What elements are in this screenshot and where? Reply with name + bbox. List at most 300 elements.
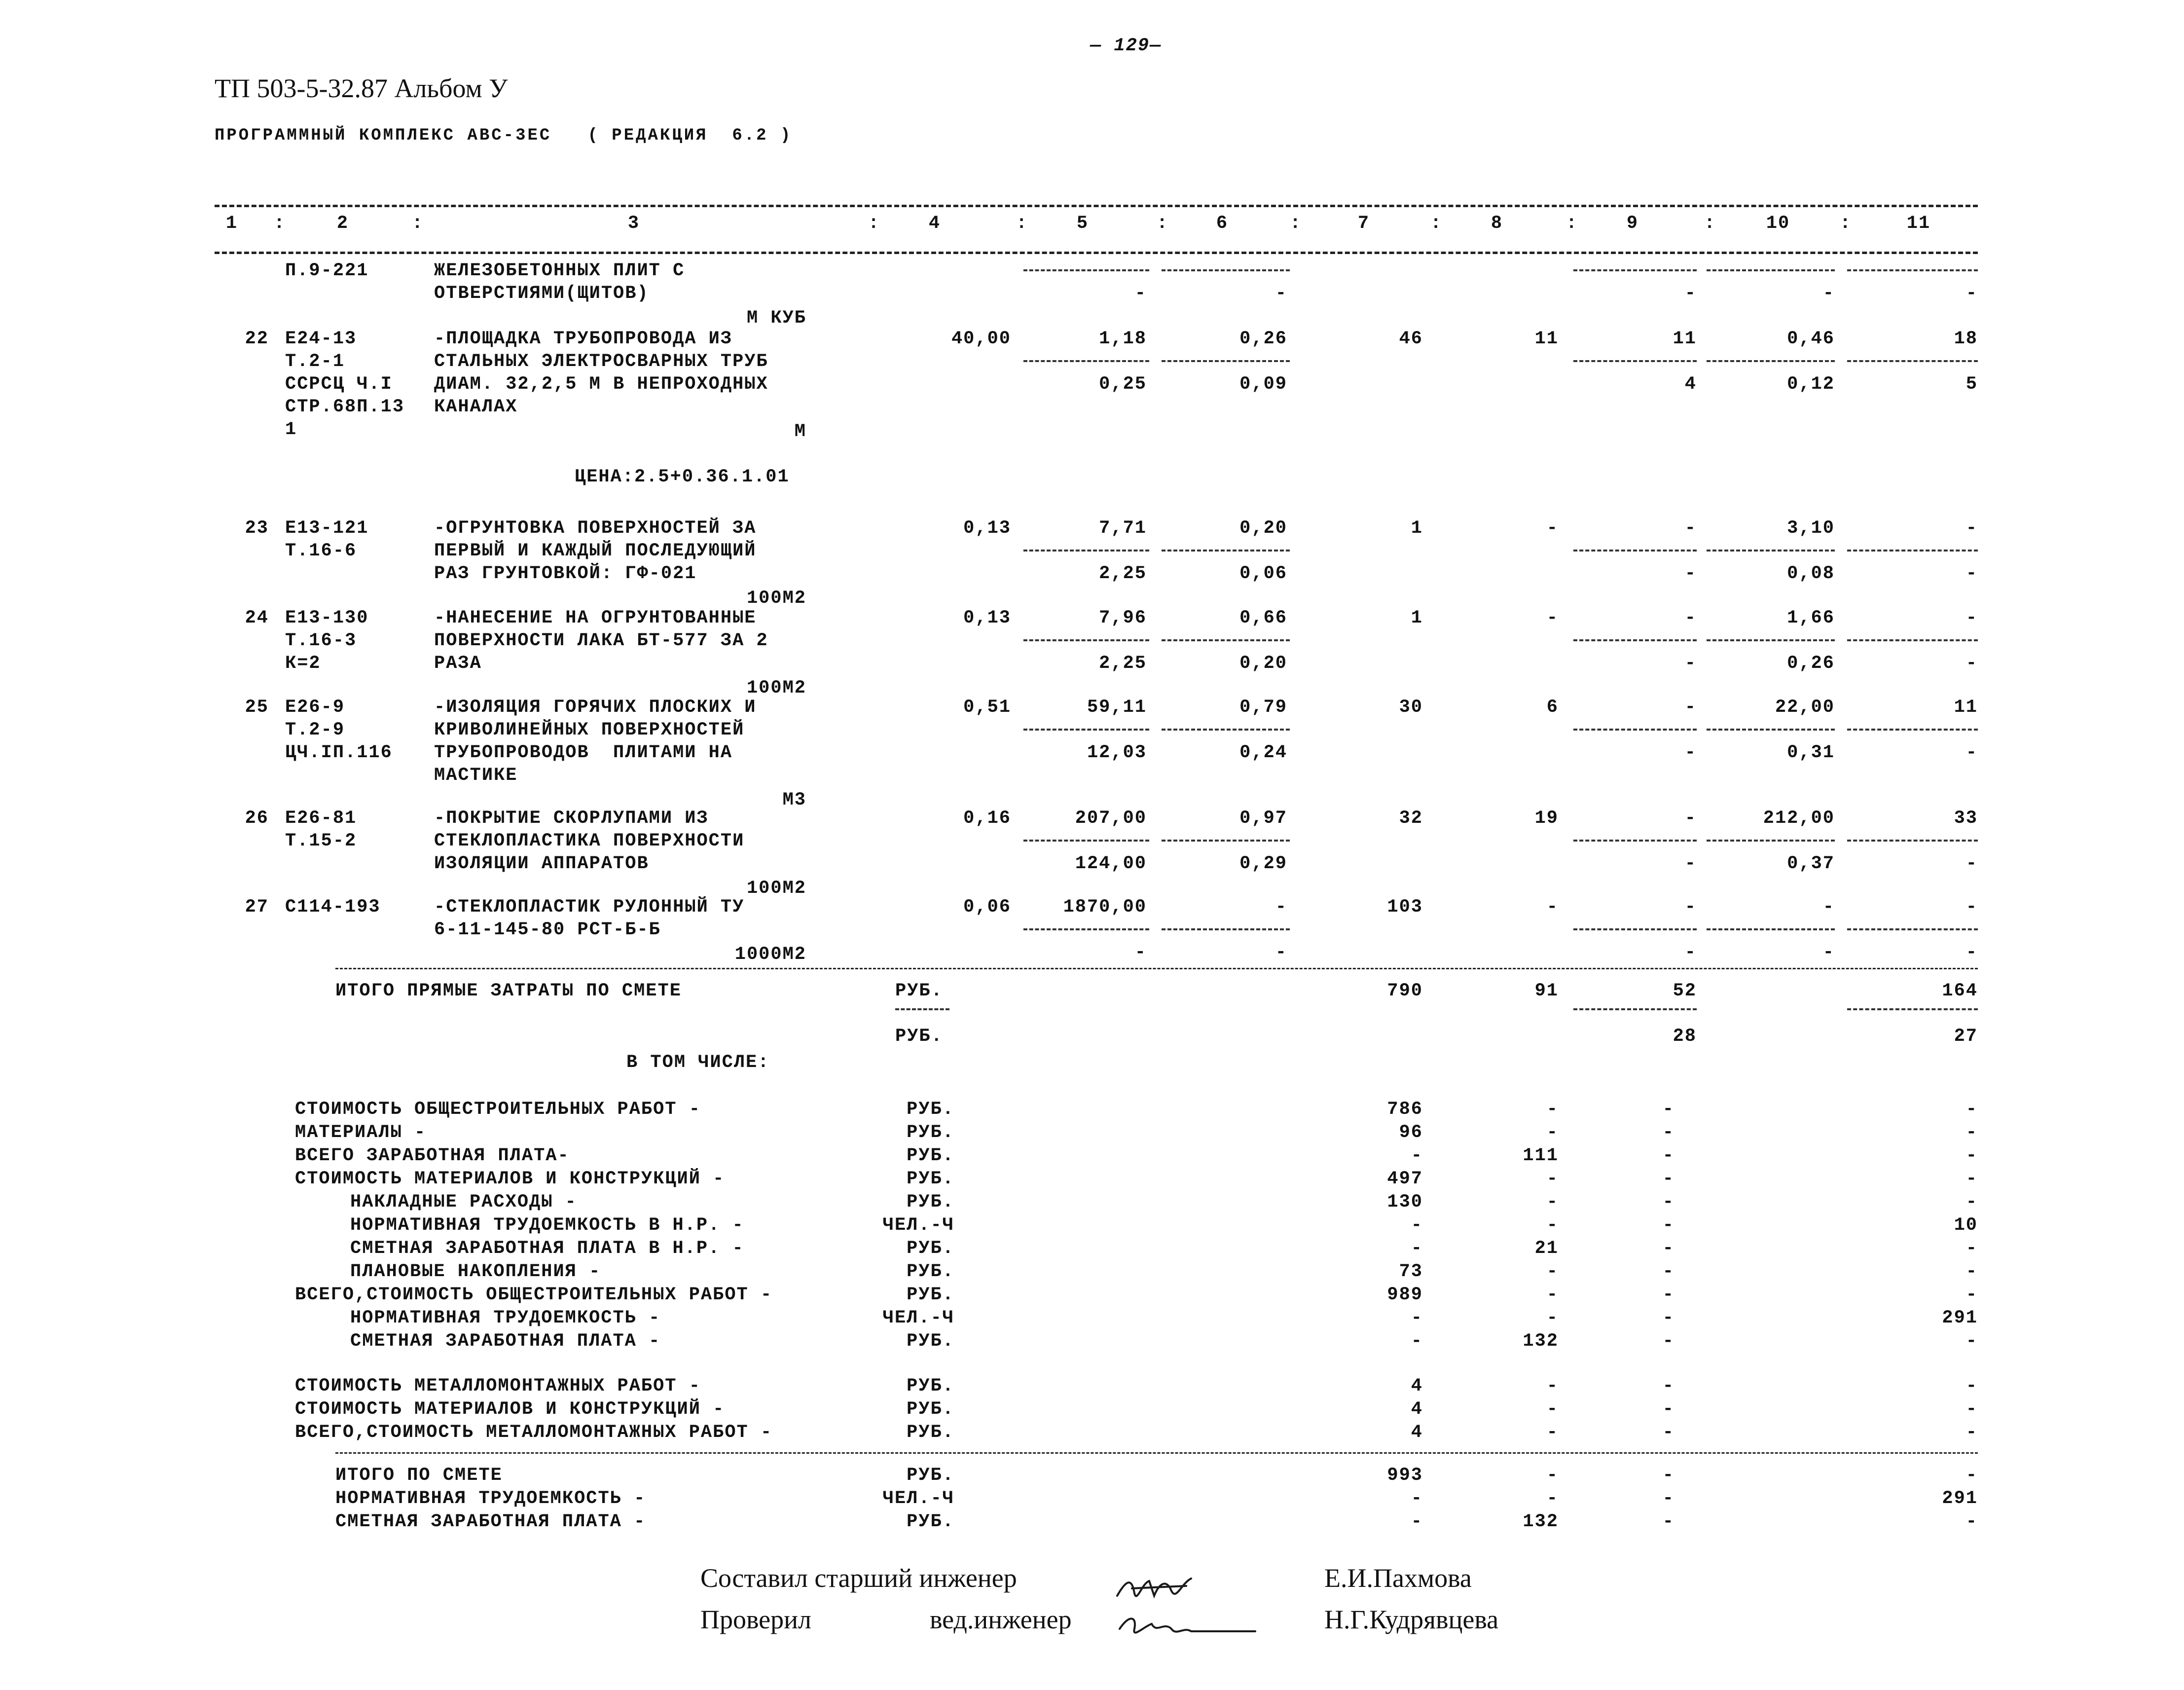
cell-value-c10: 0,31	[1787, 742, 1835, 763]
cell-separator	[1573, 928, 1697, 930]
cell-value-c8: 19	[1534, 808, 1559, 829]
final-value: -	[1411, 1511, 1423, 1532]
final-value: -	[1546, 1488, 1559, 1509]
summary-value: 497	[1387, 1169, 1423, 1189]
cell-value-c10: 0,46	[1787, 329, 1835, 349]
summary-value: 132	[1523, 1331, 1559, 1352]
unit-of-measure: 100М2	[746, 588, 806, 609]
norm-reference: 1	[285, 419, 297, 440]
final-value: -	[1411, 1488, 1423, 1509]
column-separator: :	[1290, 213, 1302, 234]
final-value: 993	[1387, 1465, 1423, 1486]
cell-separator	[1847, 1008, 1978, 1010]
cell-value-c5: 12,03	[1087, 742, 1147, 763]
summary-unit: ЧЕЛ.-Ч	[882, 1215, 954, 1236]
cell-value-c11: 18	[1954, 329, 1978, 349]
cell-value-c6: 0,09	[1239, 374, 1287, 395]
row-number: 25	[245, 697, 269, 718]
cell-value-c9: 4	[1684, 374, 1697, 395]
norm-code: Е24-13	[285, 329, 357, 349]
summary-value: -	[1966, 1399, 1978, 1420]
cell-value-c4: 0,06	[963, 897, 1011, 918]
summary-value: -	[1966, 1422, 1978, 1443]
cell-value-c7: 1	[1411, 518, 1423, 539]
summary-label: ВСЕГО,СТОИМОСТЬ ОБЩЕСТРОИТЕЛЬНЫХ РАБОТ -	[295, 1285, 773, 1305]
norm-code: Е26-81	[285, 808, 357, 829]
summary-unit: РУБ.	[907, 1331, 954, 1352]
cell-value-c5: 7,96	[1099, 608, 1147, 628]
work-description: СТЕКЛОПЛАСТИКА ПОВЕРХНОСТИ	[434, 831, 745, 851]
cell-separator	[1162, 840, 1290, 842]
composed-by-label: Составил старший инженер	[700, 1563, 1017, 1593]
summary-value: -	[1546, 1122, 1559, 1143]
summary-value: -	[1546, 1308, 1559, 1328]
row-number: 22	[245, 329, 269, 349]
totals-top-rule	[335, 968, 1978, 969]
column-number: 8	[1491, 213, 1503, 234]
program-line: ПРОГРАММНЫЙ КОМПЛЕКС АВС-3ЕС ( РЕДАКЦИЯ 6.2 )	[215, 126, 793, 145]
norm-code: П.9-221	[285, 260, 369, 281]
final-total-label: НОРМАТИВНАЯ ТРУДОЕМКОСТЬ -	[335, 1488, 646, 1509]
cell-value-c11: -	[1966, 942, 1978, 963]
cell-separator	[1573, 1008, 1697, 1010]
cell-value-c8: -	[1546, 897, 1559, 918]
column-number: 5	[1076, 213, 1089, 234]
work-description: МАСТИКЕ	[434, 765, 518, 786]
unit-label: РУБ.	[895, 1026, 943, 1047]
summary-value: -	[1662, 1099, 1674, 1120]
cell-value-c10: 0,08	[1787, 563, 1835, 584]
summary-value: -	[1411, 1308, 1423, 1328]
cell-separator	[1847, 550, 1978, 551]
cell-separator	[1707, 269, 1835, 271]
cell-separator	[1023, 269, 1149, 271]
final-total-label: ИТОГО ПО СМЕТЕ	[335, 1465, 503, 1486]
norm-reference: К=2	[285, 653, 321, 674]
summary-value: -	[1662, 1399, 1674, 1420]
cell-separator	[1707, 928, 1835, 930]
cell-value-c11: -	[1966, 608, 1978, 628]
row-number: 23	[245, 518, 269, 539]
cell-value-c9: 11	[1673, 329, 1697, 349]
cell-value-c11: -	[1966, 897, 1978, 918]
norm-reference: Т.2-9	[285, 720, 345, 740]
final-value: -	[1966, 1511, 1978, 1532]
summary-unit: РУБ.	[907, 1238, 954, 1259]
cell-value-c10: 212,00	[1763, 808, 1835, 829]
norm-reference: ЦЧ.IП.116	[285, 742, 393, 763]
work-description: ПОВЕРХНОСТИ ЛАКА БТ-577 ЗА 2	[434, 630, 768, 651]
cell-value-c7: 30	[1399, 697, 1423, 718]
cell-separator	[1162, 639, 1290, 641]
summary-label: СТОИМОСТЬ МАТЕРИАЛОВ И КОНСТРУКЦИЙ -	[295, 1169, 725, 1189]
signature-pakhmova	[1112, 1569, 1255, 1613]
cell-value-c11: -	[1966, 742, 1978, 763]
work-description: СТАЛЬНЫХ ЭЛЕКТРОСВАРНЫХ ТРУБ	[434, 351, 768, 372]
summary-value: -	[1662, 1308, 1674, 1328]
summary-label: НАКЛАДНЫЕ РАСХОДЫ -	[350, 1192, 577, 1212]
summary-label: СТОИМОСТЬ МАТЕРИАЛОВ И КОНСТРУКЦИЙ -	[295, 1399, 725, 1420]
cell-value-c9: -	[1684, 808, 1697, 829]
row-number: 27	[245, 897, 269, 918]
cell-separator	[1573, 269, 1697, 271]
work-description: КРИВОЛИНЕЙНЫХ ПОВЕРХНОСТЕЙ	[434, 720, 745, 740]
summary-value: 4	[1411, 1422, 1423, 1443]
cell-value-c9: -	[1684, 518, 1697, 539]
summary-value: -	[1966, 1238, 1978, 1259]
cell-value-c6: -	[1275, 942, 1287, 963]
final-value: -	[1662, 1511, 1674, 1532]
cell-value-c9: -	[1684, 853, 1697, 874]
cell-value-c5: 7,71	[1099, 518, 1147, 539]
column-separator: :	[412, 213, 424, 234]
summary-value: 10	[1954, 1215, 1978, 1236]
header-bottom-rule	[215, 252, 1978, 254]
cell-value-c11: -	[1966, 563, 1978, 584]
cell-value-c6: 0,20	[1239, 653, 1287, 674]
cell-separator	[1023, 729, 1149, 731]
cell-value-c10: 0,12	[1787, 374, 1835, 395]
table-top-rule	[215, 205, 1978, 207]
cell-value-c10: 0,26	[1787, 653, 1835, 674]
summary-value: -	[1662, 1238, 1674, 1259]
summary-unit: РУБ.	[907, 1192, 954, 1212]
cell-separator	[1707, 729, 1835, 731]
checked-by-name: Н.Г.Кудрявцева	[1324, 1605, 1499, 1634]
final-value: -	[1546, 1465, 1559, 1486]
column-separator: :	[1157, 213, 1169, 234]
unit-of-measure: М КУБ	[746, 308, 806, 329]
total-value: 52	[1673, 981, 1697, 1001]
norm-reference: Т.2-1	[285, 351, 345, 372]
summary-value: -	[1546, 1169, 1559, 1189]
cell-separator	[1162, 360, 1290, 362]
norm-reference: Т.16-3	[285, 630, 357, 651]
work-description: ПЕРВЫЙ И КАЖДЫЙ ПОСЛЕДУЮЩИЙ	[434, 541, 757, 561]
unit-of-measure: 1000М2	[734, 944, 806, 965]
column-separator: :	[1566, 213, 1578, 234]
cell-value-c9: -	[1684, 942, 1697, 963]
cell-value-c10: 3,10	[1787, 518, 1835, 539]
cell-value-c10: -	[1822, 942, 1835, 963]
cell-separator	[1162, 269, 1290, 271]
column-number: 4	[928, 213, 941, 234]
work-description: ЖЕЛЕЗОБЕТОННЫХ ПЛИТ С	[434, 260, 685, 281]
unit-of-measure: М	[794, 421, 806, 442]
summary-value: -	[1546, 1285, 1559, 1305]
final-totals-rule	[335, 1452, 1978, 1454]
cell-value-c9: -	[1684, 697, 1697, 718]
cell-value-c5: 124,00	[1075, 853, 1147, 874]
summary-value: -	[1966, 1192, 1978, 1212]
summary-value: -	[1966, 1285, 1978, 1305]
summary-value: -	[1966, 1145, 1978, 1166]
summary-label: СТОИМОСТЬ ОБЩЕСТРОИТЕЛЬНЫХ РАБОТ -	[295, 1099, 701, 1120]
summary-value: -	[1546, 1215, 1559, 1236]
summary-value: -	[1966, 1261, 1978, 1282]
final-value: -	[1966, 1465, 1978, 1486]
cell-value-c6: 0,24	[1239, 742, 1287, 763]
final-value: 132	[1523, 1511, 1559, 1532]
norm-code: Е26-9	[285, 697, 345, 718]
norm-reference: ССРСЦ Ч.I	[285, 374, 393, 395]
cell-value-c10: 1,66	[1787, 608, 1835, 628]
row-number: 26	[245, 808, 269, 829]
cell-value-c5: 59,11	[1087, 697, 1147, 718]
summary-unit: РУБ.	[907, 1145, 954, 1166]
cell-value-c10: -	[1822, 283, 1835, 304]
summary-value: -	[1662, 1376, 1674, 1396]
cell-value-c8: 6	[1546, 697, 1559, 718]
cell-value-c10: -	[1822, 897, 1835, 918]
work-description: -ИЗОЛЯЦИЯ ГОРЯЧИХ ПЛОСКИХ И	[434, 697, 757, 718]
cell-value-c4: 0,13	[963, 518, 1011, 539]
cell-separator	[1023, 360, 1149, 362]
summary-unit: РУБ.	[907, 1261, 954, 1282]
work-description: -НАНЕСЕНИЕ НА ОГРУНТОВАННЫЕ	[434, 608, 757, 628]
cell-separator	[1023, 928, 1149, 930]
summary-unit: РУБ.	[907, 1122, 954, 1143]
summary-value: -	[1411, 1215, 1423, 1236]
cell-value-c5: -	[1134, 283, 1147, 304]
unit-of-measure: 100М2	[746, 878, 806, 899]
summary-value: 21	[1534, 1238, 1559, 1259]
unit-of-measure: 100М2	[746, 678, 806, 698]
summary-unit: РУБ.	[907, 1376, 954, 1396]
column-number: 2	[336, 213, 349, 234]
cell-separator	[1847, 840, 1978, 842]
cell-value-c5: 2,25	[1099, 563, 1147, 584]
cell-value-c5: 0,25	[1099, 374, 1147, 395]
norm-code: Е13-130	[285, 608, 369, 628]
summary-value: 96	[1399, 1122, 1423, 1143]
summary-value: -	[1966, 1169, 1978, 1189]
column-number: 1	[225, 213, 238, 234]
cell-value-c9: -	[1684, 608, 1697, 628]
cell-separator	[1707, 639, 1835, 641]
summary-value: -	[1662, 1422, 1674, 1443]
cell-separator	[1847, 639, 1978, 641]
summary-value: 4	[1411, 1376, 1423, 1396]
cell-separator	[1023, 550, 1149, 551]
summary-value: -	[1662, 1215, 1674, 1236]
summary-value: -	[1546, 1261, 1559, 1282]
cell-separator	[1707, 550, 1835, 551]
summary-label: СМЕТНАЯ ЗАРАБОТНАЯ ПЛАТА -	[350, 1331, 661, 1352]
summary-label: ВСЕГО ЗАРАБОТНАЯ ПЛАТА-	[295, 1145, 570, 1166]
summary-label: ПЛАНОВЫЕ НАКОПЛЕНИЯ -	[350, 1261, 601, 1282]
cell-value-c7: 32	[1399, 808, 1423, 829]
signature-kudryavtseva	[1117, 1609, 1260, 1653]
cell-separator	[1573, 550, 1697, 551]
final-unit: РУБ.	[907, 1511, 954, 1532]
cell-separator	[1573, 360, 1697, 362]
cell-value-c8: 11	[1534, 329, 1559, 349]
summary-value: 4	[1411, 1399, 1423, 1420]
cell-value-c7: 1	[1411, 608, 1423, 628]
summary-value: -	[1411, 1331, 1423, 1352]
cell-value-c6: 0,29	[1239, 853, 1287, 874]
cell-value-c6: -	[1275, 897, 1287, 918]
cell-value-c6: 0,97	[1239, 808, 1287, 829]
unit-of-measure: М3	[782, 790, 806, 810]
cell-value-c9: -	[1684, 653, 1697, 674]
cell-value-c6: 0,79	[1239, 697, 1287, 718]
summary-value: -	[1662, 1285, 1674, 1305]
summary-value: -	[1411, 1145, 1423, 1166]
cell-value-c11: -	[1966, 283, 1978, 304]
norm-code: С114-193	[285, 897, 381, 918]
cell-value-c4: 0,16	[963, 808, 1011, 829]
summary-value: -	[1662, 1261, 1674, 1282]
summary-unit: РУБ.	[907, 1169, 954, 1189]
cell-value-c11: -	[1966, 518, 1978, 539]
cell-value-c4: 40,00	[951, 329, 1011, 349]
summary-value: -	[1966, 1122, 1978, 1143]
cell-value-c7: 103	[1387, 897, 1423, 918]
work-description: РАЗА	[434, 653, 482, 674]
including-label: В ТОМ ЧИСЛЕ:	[626, 1052, 770, 1073]
cell-value-c11: -	[1966, 853, 1978, 874]
cell-separator	[1707, 360, 1835, 362]
cell-separator	[1023, 840, 1149, 842]
summary-unit: РУБ.	[907, 1422, 954, 1443]
column-separator: :	[1840, 213, 1852, 234]
summary-unit: РУБ.	[907, 1399, 954, 1420]
work-description: КАНАЛАХ	[434, 397, 518, 417]
cell-value-c4: 0,13	[963, 608, 1011, 628]
total-value: 164	[1942, 981, 1978, 1001]
summary-value: 291	[1942, 1308, 1978, 1328]
work-description: ИЗОЛЯЦИИ АППАРАТОВ	[434, 853, 649, 874]
summary-value: -	[1662, 1122, 1674, 1143]
column-separator: :	[1704, 213, 1716, 234]
norm-reference: Т.15-2	[285, 831, 357, 851]
work-description: -ПЛОЩАДКА ТРУБОПРОВОДА ИЗ	[434, 329, 733, 349]
cell-separator	[1847, 928, 1978, 930]
cell-value-c11: 11	[1954, 697, 1978, 718]
cell-value-c8: -	[1546, 608, 1559, 628]
cell-value-c6: -	[1275, 283, 1287, 304]
final-total-label: СМЕТНАЯ ЗАРАБОТНАЯ ПЛАТА -	[335, 1511, 646, 1532]
work-description: -ОГРУНТОВКА ПОВЕРХНОСТЕЙ ЗА	[434, 518, 757, 539]
summary-value: 111	[1523, 1145, 1559, 1166]
summary-label: МАТЕРИАЛЫ -	[295, 1122, 427, 1143]
cell-value-c6: 0,66	[1239, 608, 1287, 628]
summary-value: 786	[1387, 1099, 1423, 1120]
cell-separator	[1162, 928, 1290, 930]
column-separator: :	[1016, 213, 1028, 234]
summary-value: 73	[1399, 1261, 1423, 1282]
cell-separator	[1162, 729, 1290, 731]
summary-value: -	[1662, 1331, 1674, 1352]
summary-label: НОРМАТИВНАЯ ТРУДОЕМКОСТЬ В Н.Р. -	[350, 1215, 744, 1236]
cell-separator	[1023, 639, 1149, 641]
summary-value: -	[1662, 1169, 1674, 1189]
cell-value-c10: 22,00	[1775, 697, 1835, 718]
work-description: ДИАМ. 32,2,5 М В НЕПРОХОДНЫХ	[434, 374, 768, 395]
summary-label: СТОИМОСТЬ МЕТАЛЛОМОНТАЖНЫХ РАБОТ -	[295, 1376, 701, 1396]
norm-code: Е13-121	[285, 518, 369, 539]
total-value: 790	[1387, 981, 1423, 1001]
summary-value: -	[1411, 1238, 1423, 1259]
final-value: 291	[1942, 1488, 1978, 1509]
cell-value-c5: -	[1134, 942, 1147, 963]
cell-value-c4: 0,51	[963, 697, 1011, 718]
price-formula: ЦЕНА:2.5+0.36.1.01	[575, 467, 790, 487]
document-title: ТП 503-5-32.87 Альбом У	[215, 73, 508, 103]
cell-value-c6: 0,06	[1239, 563, 1287, 584]
cell-value-c8: -	[1546, 518, 1559, 539]
work-description: РАЗ ГРУНТОВКОЙ: ГФ-021	[434, 563, 697, 584]
summary-value: -	[1662, 1145, 1674, 1166]
column-number: 9	[1626, 213, 1639, 234]
summary-value: -	[1546, 1376, 1559, 1396]
summary-value: -	[1546, 1099, 1559, 1120]
column-number: 11	[1906, 213, 1931, 234]
cell-value-c9: -	[1684, 742, 1697, 763]
norm-reference: Т.16-6	[285, 541, 357, 561]
final-value: -	[1662, 1465, 1674, 1486]
column-number: 6	[1216, 213, 1229, 234]
summary-label: НОРМАТИВНАЯ ТРУДОЕМКОСТЬ -	[350, 1308, 661, 1328]
column-number: 3	[627, 213, 640, 234]
summary-value: -	[1546, 1422, 1559, 1443]
total-value: 27	[1954, 1026, 1978, 1047]
cell-separator	[1847, 360, 1978, 362]
column-number: 10	[1766, 213, 1790, 234]
direct-costs-total-label: ИТОГО ПРЯМЫЕ ЗАТРАТЫ ПО СМЕТЕ	[335, 981, 682, 1001]
cell-value-c7: 46	[1399, 329, 1423, 349]
cell-value-c5: 1,18	[1099, 329, 1147, 349]
page-number: — 129—	[1090, 36, 1162, 56]
cell-separator	[1847, 269, 1978, 271]
checked-by-role: вед.инженер	[930, 1605, 1072, 1634]
work-description: ОТВЕРСТИЯМИ(ЩИТОВ)	[434, 283, 649, 304]
cell-value-c10: 0,37	[1787, 853, 1835, 874]
summary-value: -	[1546, 1192, 1559, 1212]
checked-by-label: Проверил	[700, 1605, 811, 1634]
summary-value: 130	[1387, 1192, 1423, 1212]
work-description: -ПОКРЫТИЕ СКОРЛУПАМИ ИЗ	[434, 808, 709, 829]
total-value: 91	[1534, 981, 1559, 1001]
row-number: 24	[245, 608, 269, 628]
column-separator: :	[868, 213, 880, 234]
summary-value: -	[1966, 1376, 1978, 1396]
cell-value-c9: -	[1684, 563, 1697, 584]
cell-separator	[895, 1008, 949, 1010]
cell-separator	[1573, 729, 1697, 731]
cell-separator	[1573, 639, 1697, 641]
cell-value-c6: 0,26	[1239, 329, 1287, 349]
summary-value: -	[1966, 1331, 1978, 1352]
summary-unit: РУБ.	[907, 1099, 954, 1120]
norm-reference: СТР.68П.13	[285, 397, 405, 417]
summary-label: ВСЕГО,СТОИМОСТЬ МЕТАЛЛОМОНТАЖНЫХ РАБОТ -	[295, 1422, 773, 1443]
column-separator: :	[274, 213, 286, 234]
cell-separator	[1573, 840, 1697, 842]
summary-value: -	[1546, 1399, 1559, 1420]
cell-separator	[1162, 550, 1290, 551]
final-unit: ЧЕЛ.-Ч	[882, 1488, 954, 1509]
column-number: 7	[1357, 213, 1370, 234]
cell-value-c11: 5	[1966, 374, 1978, 395]
unit-label: РУБ.	[895, 981, 943, 1001]
cell-value-c11: 33	[1954, 808, 1978, 829]
summary-value: -	[1966, 1099, 1978, 1120]
summary-value: -	[1662, 1192, 1674, 1212]
cell-value-c5: 2,25	[1099, 653, 1147, 674]
